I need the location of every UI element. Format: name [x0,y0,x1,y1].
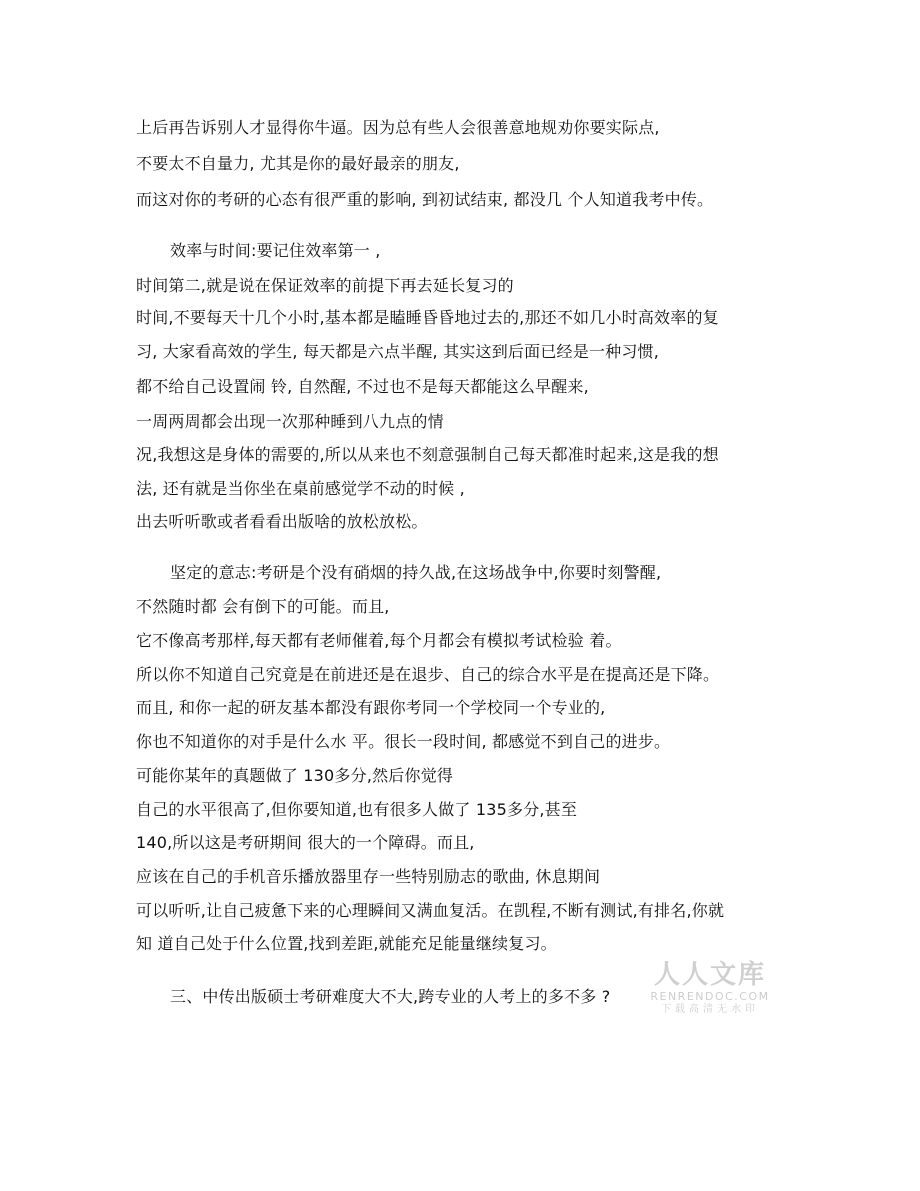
text-line: 时间第二,就是说在保证效率的前提下再去延长复习的 [136,276,514,295]
text-line: 而这对你的考研的心态有很严重的影响, 到初试结束, 都没几 个人知道我考中传。 [136,190,714,209]
text-line: 况,我想这是身体的需要的,所以从来也不刻意强制自己每天都准时起来,这是我的想 [136,445,719,464]
text-line: 法, 还有就是当你坐在桌前感觉学不动的时候 , [136,479,465,498]
text-line: 而且, 和你一起的研友基本都没有跟你考同一个学校同一个专业的, [136,698,606,717]
section-heading: 三、中传出版硕士考研难度大不大,跨专业的人考上的多不多 ? [170,987,611,1006]
watermark-title: 人人文库 [653,960,766,990]
text-line: 出去听听歌或者看看出版啥的放松放松。 [136,512,428,531]
text-line: 坚定的意志:考研是个没有硝烟的持久战,在这场战争中,你要时刻警醒, [170,563,662,582]
watermark-logo [640,960,780,1016]
text-line: 时间,不要每天十几个小时,基本都是瞌睡昏昏地过去的,那还不如几小时高效率的复 [136,308,719,327]
text-line: 应该在自己的手机音乐播放器里存一些特别励志的歌曲, 休息期间 [136,867,601,886]
text-line: 140,所以这是考研期间 很大的一个障碍。而且, [136,833,475,852]
text-line: 效率与时间:要记住效率第一 , [170,241,381,260]
text-line: 一周两周都会出现一次那种睡到八九点的情 [136,412,444,431]
text-line: 自己的水平很高了,但你要知道,也有很多人做了 135多分,甚至 [136,800,578,819]
text-line: 不然随时都 会有倒下的可能。而且, [136,597,390,616]
text-line: 习, 大家看高效的学生, 每天都是六点半醒, 其实这到后面已经是一种习惯, [136,342,660,361]
text-line: 上后再告诉别人才显得你牛逼。因为总有些人会很善意地规劝你要实际点, [136,118,660,137]
text-line: 都不给自己设置闹 铃, 自然醒, 不过也不是每天都能这么早醒来, [136,377,589,396]
text-line: 所以你不知道自己究竟是在前进还是在退步、自己的综合水平是在提高还是下降。 [136,665,720,684]
text-line: 你也不知道你的对手是什么水 平。很长一段时间, 都感觉不到自己的进步。 [136,732,671,751]
text-line: 可能你某年的真题做了 130多分,然后你觉得 [136,766,454,785]
text-line: 不要太不自量力, 尤其是你的最好最亲的朋友, [136,154,460,173]
watermark-domain: RENRENDOC.COM [650,990,770,1003]
watermark-subtitle: 下载高清无水印 [661,1004,759,1015]
text-line: 可以听听,让自己疲惫下来的心理瞬间又满血复活。在凯程,不断有测试,有排名,你就 [136,901,725,920]
text-line: 它不像高考那样,每天都有老师催着,每个月都会有模拟考试检验 着。 [136,631,622,650]
text-line: 知 道自己处于什么位置,找到差距,就能充足能量继续复习。 [136,934,557,953]
